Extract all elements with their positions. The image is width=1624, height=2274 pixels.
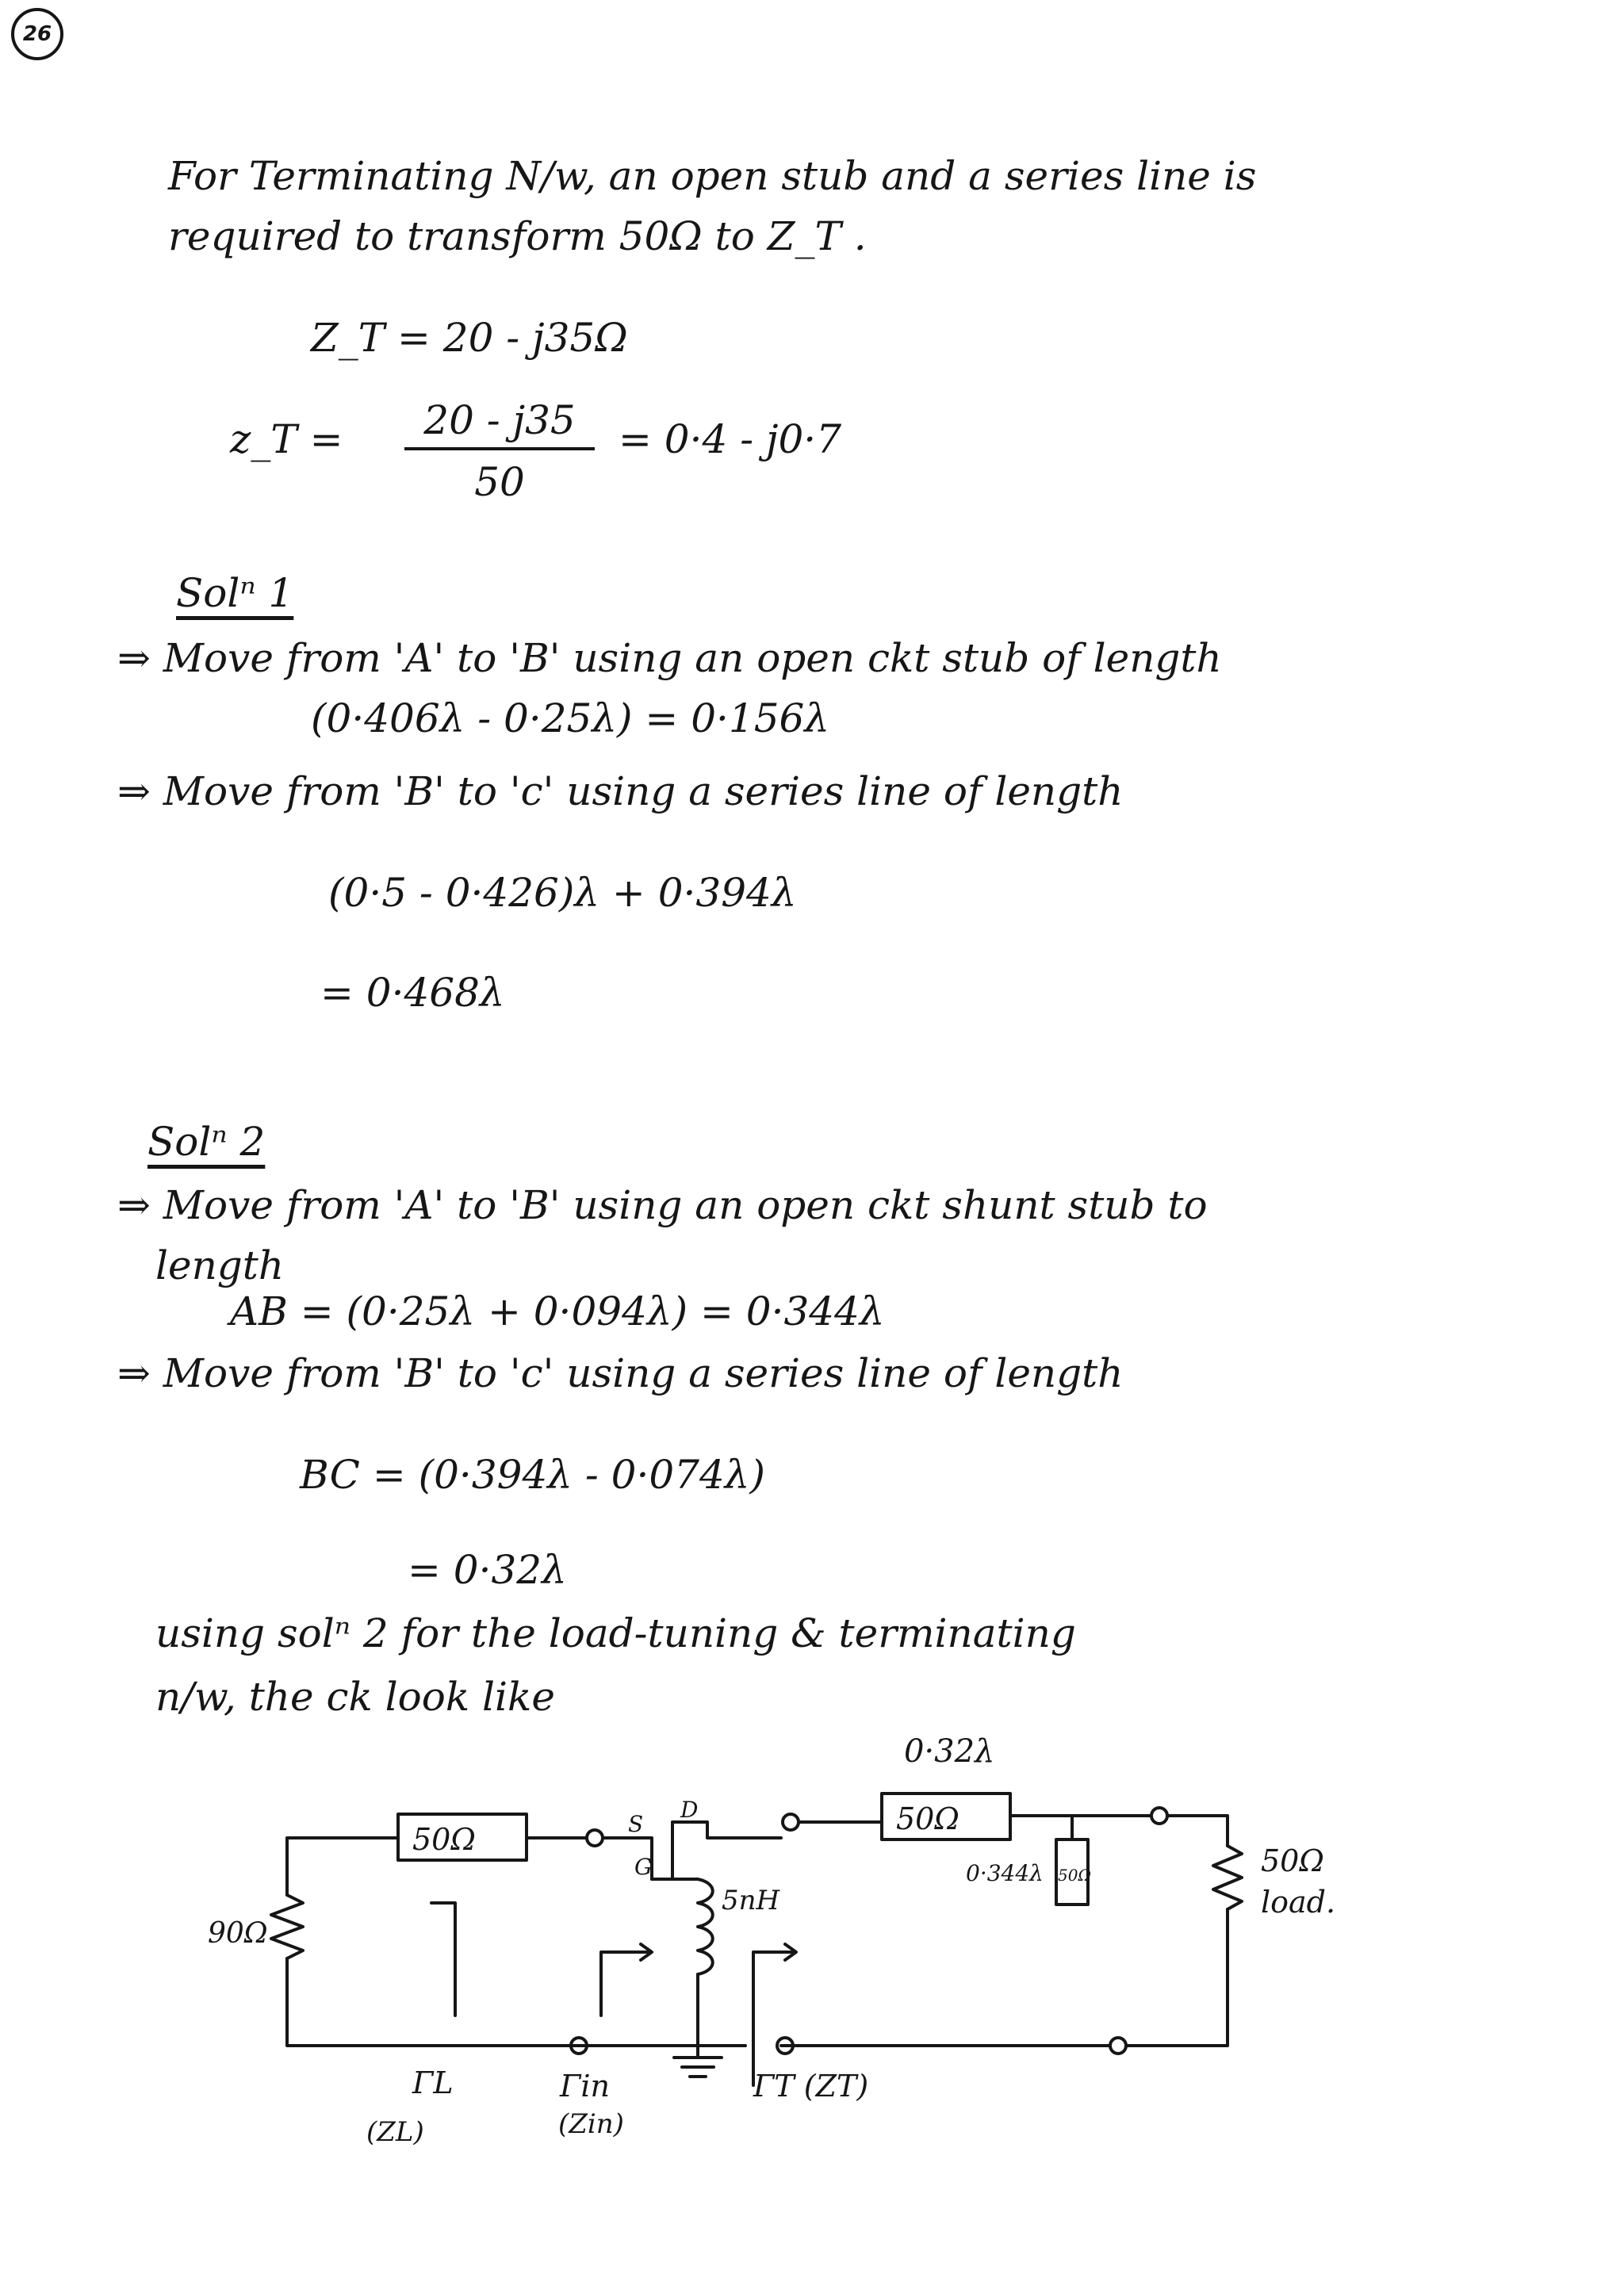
intro-line-1: For Terminating N/w, an open stub and a series line is (168, 153, 1257, 199)
equation-zt: Z_T = 20 - j35Ω (311, 315, 628, 361)
node-load-top (1151, 1808, 1167, 1824)
line-length-label: 0·32λ (904, 1733, 995, 1770)
gamma-in-label: Γin (560, 2069, 610, 2104)
solution2-step1-cont: length (155, 1242, 285, 1288)
transistor-drain (672, 1822, 781, 1838)
intro-line-2: required to transform 50Ω to Z_T . (168, 213, 867, 259)
gamma-l-label: ΓL (412, 2065, 454, 2100)
equation-zt-norm-lhs: z_T = (230, 416, 343, 462)
page-number-circle (11, 8, 63, 60)
gamma-in-plane (601, 1952, 650, 2016)
solution1-step2-result: = 0·468λ (320, 970, 505, 1016)
load-label-line2: load. (1261, 1885, 1336, 1920)
source-resistor-zigzag (271, 1895, 303, 1958)
transistor-g-label: G (634, 1854, 653, 1880)
series-resistor-label: 50Ω (412, 1822, 476, 1857)
equation-zt-norm-rhs: = 0·4 - j0·7 (619, 416, 842, 462)
solution2-step1-calc: AB = (0·25λ + 0·094λ) = 0·344λ (230, 1288, 885, 1334)
wire-load-top (1167, 1816, 1228, 1846)
line-impedance-label: 50Ω (896, 1801, 959, 1836)
node-load-bottom (1110, 2038, 1126, 2054)
solution1-heading: Solⁿ 1 (176, 570, 294, 616)
node-d-right (783, 1814, 799, 1830)
solution1-step1: ⇒ Move from 'A' to 'B' using an open ckt stub of length (117, 635, 1222, 681)
solution1-step2: ⇒ Move from 'B' to 'c' using a series line of length (117, 768, 1124, 814)
gamma-t-label: ΓT (ZT) (753, 2069, 869, 2104)
solution1-step1-calc: (0·406λ - 0·25λ) = 0·156λ (311, 695, 830, 741)
circuit-diagram (0, 1713, 1624, 2268)
fraction-denominator: 50 (474, 459, 525, 505)
wire-load-right (1213, 1909, 1228, 2046)
solution1-step2-calc: (0·5 - 0·426)λ + 0·394λ (328, 870, 797, 916)
conclusion-line-2: n/w, the ck look like (155, 1674, 555, 1720)
wire-left-bottom (287, 1958, 571, 2046)
load-resistor-zigzag (1213, 1846, 1242, 1909)
inductor-label: 5nH (722, 1885, 780, 1916)
solution2-step1: ⇒ Move from 'A' to 'B' using an open ckt shunt stub to (117, 1182, 1208, 1228)
node-s-left (587, 1830, 603, 1846)
fraction-numerator: 20 - j35 (423, 397, 576, 443)
source-resistor-label: 90Ω (208, 1917, 268, 1950)
page-number: 26 (22, 22, 52, 46)
solution2-step2-calc: BC = (0·394λ - 0·074λ) (300, 1452, 765, 1498)
transistor-d-label: D (680, 1797, 699, 1823)
wire-top-left (287, 1838, 398, 1843)
ground-symbol (674, 2058, 722, 2077)
gamma-l-sub-label: (ZL) (366, 2116, 424, 2148)
gamma-t-plane (753, 1952, 793, 2085)
gamma-l-plane (431, 1903, 455, 2016)
solution2-step2-result: = 0·32λ (408, 1547, 567, 1593)
stub-length-label: 0·344λ (966, 1860, 1044, 1886)
inductor-coil (698, 1879, 713, 1974)
transistor-s-label: S (628, 1811, 644, 1837)
solution2-step2: ⇒ Move from 'B' to 'c' using a series line of length (117, 1350, 1124, 1396)
solution2-heading: Solⁿ 2 (147, 1119, 266, 1165)
conclusion-line-1: using solⁿ 2 for the load-tuning & terminating (155, 1610, 1076, 1656)
stub-impedance-label: 50Ω (1058, 1866, 1092, 1885)
load-label-line1: 50Ω (1261, 1843, 1324, 1878)
gamma-in-sub-label: (Zin) (558, 2108, 624, 2140)
fraction-bar (404, 447, 595, 450)
